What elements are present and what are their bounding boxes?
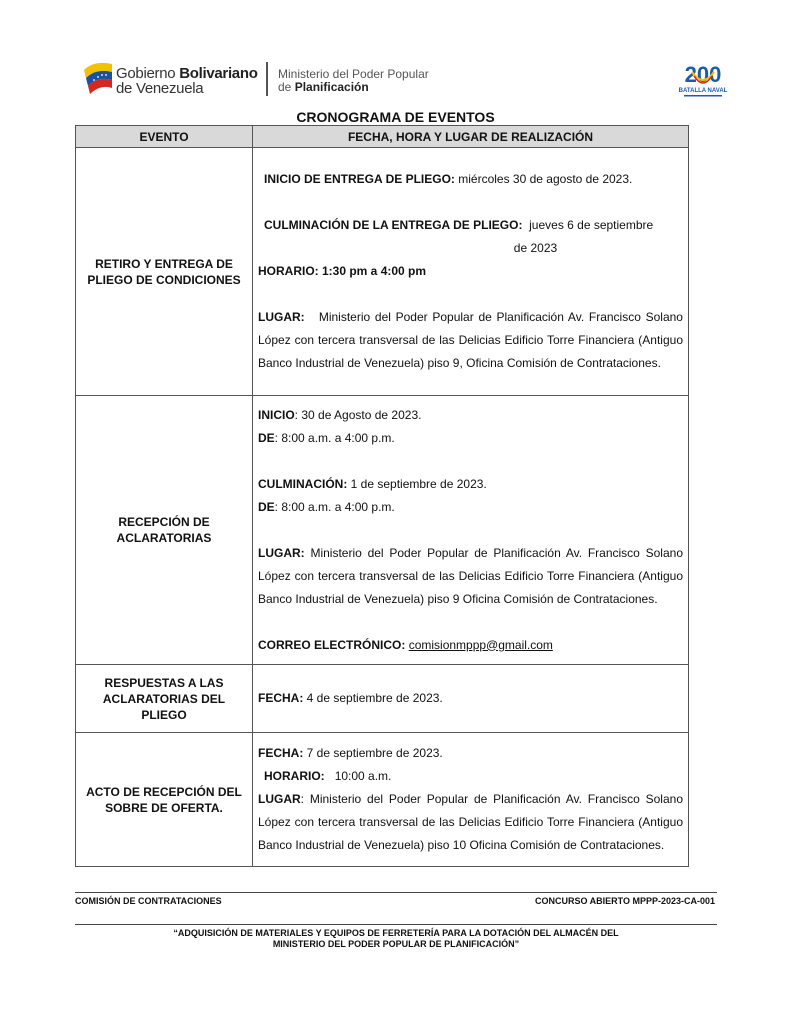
event-cell: RETIRO Y ENTREGA DE PLIEGO DE CONDICIONES	[76, 148, 253, 396]
details-cell	[253, 148, 689, 396]
inicio-line: INICIO: 30 de Agosto de 2023.	[258, 407, 422, 422]
footer-rule-top	[75, 892, 717, 893]
page-header	[82, 58, 732, 102]
lugar-line: LUGAR: Ministerio del Poder Popular de Planificación Av. Francisco Solano López con tercera transversal de las Delicias Edificio Torre Financiera (Antiguo Banco Industrial de Venezuela) piso 10 Oficina Comisión de Contrataciones.	[258, 792, 683, 852]
fecha-line: FECHA: 4 de septiembre de 2023.	[258, 691, 443, 705]
de-line: DE: 8:00 a.m. a 4:00 p.m.	[258, 499, 395, 514]
lugar-line: LUGAR: Ministerio del Poder Popular de Planificación Av. Francisco Solano López con tercera transversal de las Delicias Edificio Torre Financiera (Antiguo Banco Industrial de Venezuela) piso 9, Oficina Comisión de Contrataciones.	[258, 310, 683, 370]
gobierno-bolivariano-text: Gobierno Bolivariano de Venezuela	[116, 65, 258, 97]
event-cell: RECEPCIÓN DE ACLARATORIAS	[76, 396, 253, 665]
venezuela-flag-logo	[82, 58, 116, 96]
table-header-row	[76, 126, 689, 148]
column-header-detalles: FECHA, HORA Y LUGAR DE REALIZACIÓN	[253, 126, 689, 148]
footer-right-text: CONCURSO ABIERTO MPPP-2023-CA-001	[534, 896, 715, 906]
culminacion-line: CULMINACIÓN DE LA ENTREGA DE PLIEGO: jueves 6 de septiembre	[264, 218, 654, 232]
table-row	[76, 148, 689, 396]
horario-line: HORARIO: 1:30 pm a 4:00 pm	[258, 264, 427, 278]
document-title: CRONOGRAMA DE EVENTOS	[296, 109, 495, 125]
de-line: DE: 8:00 a.m. a 4:00 p.m.	[258, 430, 395, 445]
table-row	[76, 396, 689, 665]
details-cell	[253, 665, 689, 733]
batalla-naval-200-logo	[674, 58, 732, 102]
footer-title-line-2: MINISTERIO DEL PODER POPULAR DE PLANIFICACIÓN”	[272, 939, 520, 949]
details-cell	[253, 396, 689, 665]
inicio-line: INICIO DE ENTREGA DE PLIEGO: miércoles 30 de agosto de 2023.	[264, 172, 633, 186]
header-divider	[266, 62, 268, 96]
horario-line: HORARIO: 10:00 a.m.	[264, 769, 392, 783]
table-row	[76, 665, 689, 733]
schedule-table	[75, 125, 689, 867]
footer-procurement-title	[75, 928, 717, 950]
details-cell	[253, 733, 689, 867]
svg-text:200: 200	[684, 62, 722, 87]
event-cell: ACTO DE RECEPCIÓN DEL SOBRE DE OFERTA.	[76, 733, 253, 867]
fecha-line: FECHA: 7 de septiembre de 2023.	[258, 746, 443, 760]
footer-title-line-1: “ADQUISICIÓN DE MATERIALES Y EQUIPOS DE FERRETERÍA PARA LA DOTACIÓN DEL ALMACÉN DEL	[173, 928, 619, 938]
culminacion-line: CULMINACIÓN: 1 de septiembre de 2023.	[258, 476, 487, 491]
svg-text:BATALLA NAVAL: BATALLA NAVAL	[678, 88, 728, 94]
table-row	[76, 733, 689, 867]
footer-rule-bottom	[75, 924, 717, 925]
email-link[interactable]: comisionmppp@gmail.com	[408, 637, 553, 652]
culminacion-line-cont: de 2023	[513, 241, 558, 255]
footer-left-text: COMISIÓN DE CONTRATACIONES	[75, 896, 222, 906]
correo-line: CORREO ELECTRÓNICO: comisionmppp@gmail.com	[258, 637, 553, 652]
lugar-line: LUGAR: Ministerio del Poder Popular de Planificación Av. Francisco Solano López con tercera transversal de las Delicias Edificio Torre Financiera (Antiguo Banco Industrial de Venezuela) piso 9 Oficina Comisión de Contrataciones.	[258, 545, 683, 606]
column-header-evento: EVENTO	[76, 126, 253, 148]
event-cell: RESPUESTAS A LAS ACLARATORIAS DEL PLIEGO	[76, 665, 253, 733]
ministerio-text: Ministerio del Poder Popular de Planificación	[278, 67, 429, 94]
